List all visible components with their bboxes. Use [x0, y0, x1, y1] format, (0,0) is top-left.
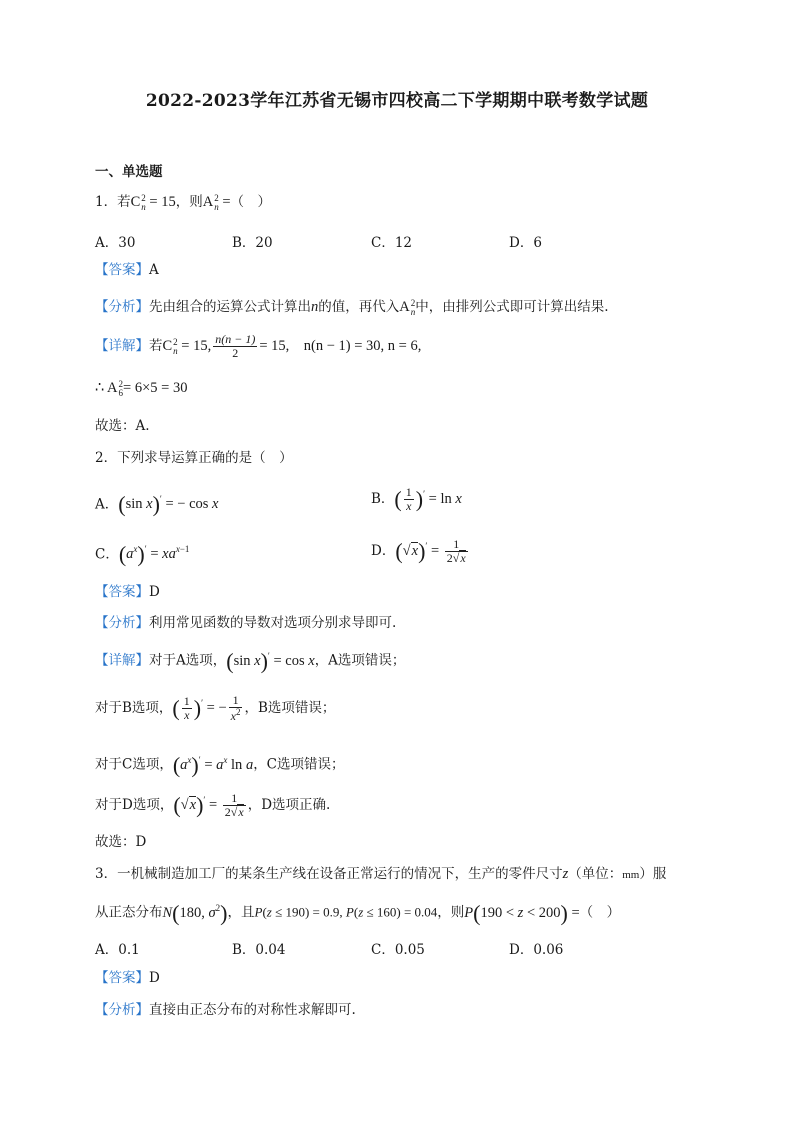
section-heading: 一、单选题 — [95, 164, 163, 180]
analysis-line: 【分析】先由组合的运算公式计算出n的值，再代入A 2 n 中，由排列公式即可计算出结果. — [95, 298, 609, 317]
math-expression: C 2 n = 15 — [130, 193, 176, 212]
option-a: A．(sin x)′ = − cos x — [95, 492, 219, 517]
detail-line-d: 对于D选项，(√x)′ = $\frac{1}{2√x}$ ，D选项正确. — [95, 791, 331, 820]
option-b: B．( $\frac{1}{x}$ )′ = ln x — [371, 485, 462, 514]
option-d: D．6 — [509, 235, 542, 251]
option-d: D．0.06 — [509, 942, 564, 958]
option-c: C．0.05 — [371, 942, 425, 958]
answer-line: 【答案】D — [95, 970, 160, 986]
answer-tag: 【答案】 — [95, 584, 149, 600]
option-a: A．30 — [95, 235, 136, 251]
option-a: A．0.1 — [95, 942, 140, 958]
detail-line-b: 对于B选项，( $\frac{1}{x}$ )′ = − $\frac{1}{x^2}$ ，B选项错误； — [95, 693, 336, 724]
option-b: B．20 — [232, 235, 273, 251]
page-title: 2022-2023学年江苏省无锡市四校高二下学期期中联考数学试题 — [145, 91, 649, 111]
answer-tag: 【答案】 — [95, 262, 149, 278]
choice-line: 故选：A. — [95, 418, 150, 434]
option-c: C．$(a^x)' = xa^{x-1}$ — [95, 542, 190, 567]
detail-tag: 【详解】 — [95, 338, 149, 355]
answer-line: 【答案】A — [95, 262, 159, 278]
detail-tag: 【详解】 — [95, 652, 149, 669]
analysis-line: 【分析】直接由正态分布的对称性求解即可. — [95, 1002, 356, 1018]
option-c: C．12 — [371, 235, 413, 251]
option-b: B．0.04 — [232, 942, 286, 958]
analysis-tag: 【分析】 — [95, 299, 149, 315]
choice-line: 故选：D — [95, 834, 147, 850]
detail-line-c: 对于C选项，$(a^x)' = a^x$ ln a，C选项错误； — [95, 752, 345, 777]
answer-tag: 【答案】 — [95, 970, 149, 986]
detail-line: 【详解】若C 2 n = 15, $\frac{n(n - 1)}{2}$ = 15, n(n − 1) = 30, n = 6, — [95, 332, 422, 361]
option-d: D．(√x)′ = $\frac{1}{2√x}$ — [371, 537, 466, 566]
analysis-line: 【分析】利用常见函数的导数对选项分别求导即可. — [95, 615, 397, 631]
question-3-stem-1: 3．一机械制造加工厂的某条生产线在设备正常运行的情况下，生产的零件尺寸z（单位：mm）服 — [95, 866, 667, 882]
question-1-stem: 1．若C 2 n = 15，则A 2 n =（ ） — [95, 193, 271, 212]
analysis-tag: 【分析】 — [95, 615, 149, 631]
detail-line-a: 【详解】对于A选项，(sin x)′ = cos x，A选项错误； — [95, 648, 406, 673]
math-expression: A 2 n = — [202, 193, 231, 212]
fraction: $\frac{n(n - 1)}{2}$ — [215, 332, 256, 361]
question-3-stem-2: 从正态分布N(180, $\sigma^2$)，且P(z ≤ 190) = 0.9, P(z ≤ 160) = 0.04，则P(190 < z < 200) =（ ） — [95, 900, 621, 925]
question-2-stem: 2．下列求导运算正确的是（ ） — [95, 450, 293, 466]
answer-line: 【答案】D — [95, 584, 160, 600]
analysis-tag: 【分析】 — [95, 1002, 149, 1018]
calculation-line: ∴ A 2 6 = 6×5 = 30 — [95, 379, 188, 398]
